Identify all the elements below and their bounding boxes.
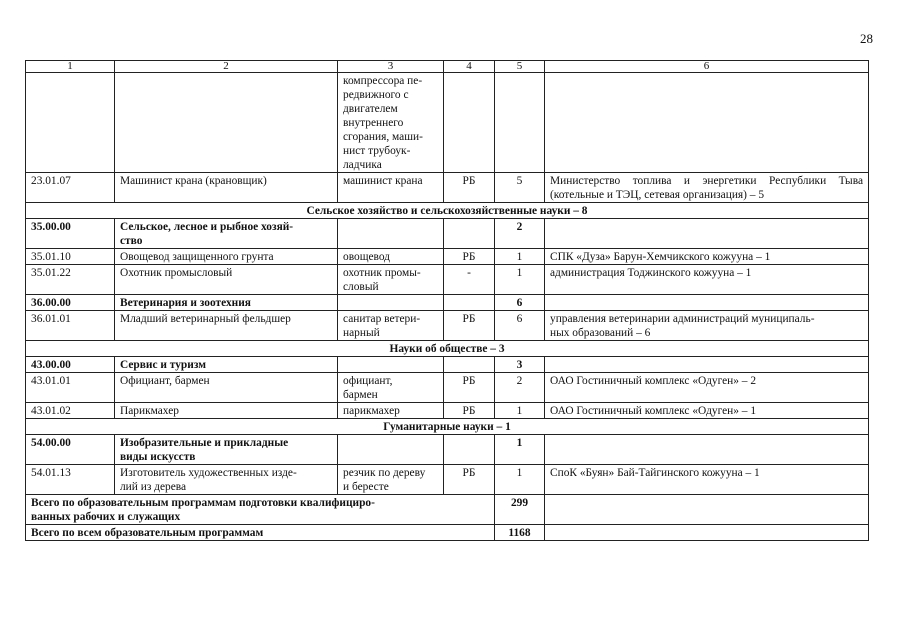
table-row <box>26 373 869 403</box>
form: РБ <box>444 311 495 341</box>
form: РБ <box>444 403 495 419</box>
program-code <box>26 73 115 173</box>
group-code: 36.00.00 <box>26 295 115 311</box>
qualification: машинист крана <box>338 173 444 203</box>
count: 1 <box>495 265 545 295</box>
qualification: овощевод <box>338 249 444 265</box>
qualification: официант, бармен <box>338 373 444 403</box>
qualification <box>338 357 444 373</box>
qualification <box>338 295 444 311</box>
column-number: 1 <box>26 61 115 73</box>
count: 1 <box>495 403 545 419</box>
count: 2 <box>495 373 545 403</box>
program-code: 35.01.10 <box>26 249 115 265</box>
qualification <box>338 219 444 249</box>
program-name: Охотник промысловый <box>115 265 338 295</box>
count: 5 <box>495 173 545 203</box>
program-code: 43.01.02 <box>26 403 115 419</box>
program-name: Младший ветеринарный фельдшер <box>115 311 338 341</box>
group-name: Изобразительные и прикладные виды искусств <box>115 435 338 465</box>
group-row <box>26 295 869 311</box>
employer: ОАО Гостиничный комплекс «Одуген» – 1 <box>545 403 869 419</box>
group-name: Сервис и туризм <box>115 357 338 373</box>
employer: СпоК «Буян» Бай-Тайгинского кожууна – 1 <box>545 465 869 495</box>
section-row <box>26 341 869 357</box>
group-count: 3 <box>495 357 545 373</box>
group-count: 1 <box>495 435 545 465</box>
column-number: 4 <box>444 61 495 73</box>
group-row <box>26 435 869 465</box>
form <box>444 295 495 311</box>
count: 6 <box>495 311 545 341</box>
column-number: 3 <box>338 61 444 73</box>
empty-cell <box>545 525 869 541</box>
form <box>444 219 495 249</box>
section-title: Науки об обществе – 3 <box>26 341 869 357</box>
group-count: 6 <box>495 295 545 311</box>
form <box>444 357 495 373</box>
empty-cell <box>545 495 869 525</box>
table-row <box>26 465 869 495</box>
form: РБ <box>444 249 495 265</box>
qualification <box>338 435 444 465</box>
section-title: Сельское хозяйство и сельскохозяйственные науки – 8 <box>26 203 869 219</box>
count: 1 <box>495 465 545 495</box>
total-value: 1168 <box>495 525 545 541</box>
section-title: Гуманитарные науки – 1 <box>26 419 869 435</box>
qualification: компрессора пе- редвижного с двигателем внутреннего сгорания, маши- нист трубоук- ладчика <box>338 73 444 173</box>
program-name <box>115 73 338 173</box>
total-label: Всего по всем образовательным программам <box>26 525 495 541</box>
table-row <box>26 73 869 173</box>
total-value: 299 <box>495 495 545 525</box>
form: РБ <box>444 173 495 203</box>
program-code: 36.01.01 <box>26 311 115 341</box>
program-name: Машинист крана (крановщик) <box>115 173 338 203</box>
form: РБ <box>444 465 495 495</box>
employer: ОАО Гостиничный комплекс «Одуген» – 2 <box>545 373 869 403</box>
total-label: Всего по образовательным программам подготовки квалифициро- ванных рабочих и служащих <box>26 495 495 525</box>
employer <box>545 357 869 373</box>
employer: администрация Тоджинского кожууна – 1 <box>545 265 869 295</box>
form: - <box>444 265 495 295</box>
table-row <box>26 249 869 265</box>
column-number: 6 <box>545 61 869 73</box>
program-name: Овощевод защищенного грунта <box>115 249 338 265</box>
form <box>444 73 495 173</box>
form: РБ <box>444 373 495 403</box>
program-name: Парикмахер <box>115 403 338 419</box>
group-row <box>26 357 869 373</box>
group-code: 54.00.00 <box>26 435 115 465</box>
form <box>444 435 495 465</box>
employer: Министерство топлива и энергетики Республики Тыва (котельные и ТЭЦ, сетевая организация) – 5 <box>545 173 869 203</box>
qualification: резчик по дереву и бересте <box>338 465 444 495</box>
employer: управления ветеринарии администраций муниципаль- ных образований – 6 <box>545 311 869 341</box>
column-number: 2 <box>115 61 338 73</box>
column-number: 5 <box>495 61 545 73</box>
program-code: 35.01.22 <box>26 265 115 295</box>
table-row <box>26 173 869 203</box>
count <box>495 73 545 173</box>
employer: СПК «Дуза» Барун-Хемчикского кожууна – 1 <box>545 249 869 265</box>
group-row <box>26 219 869 249</box>
table-row <box>26 265 869 295</box>
program-code: 23.01.07 <box>26 173 115 203</box>
program-name: Официант, бармен <box>115 373 338 403</box>
group-name: Сельское, лесное и рыбное хозяй- ство <box>115 219 338 249</box>
table-row <box>26 403 869 419</box>
section-row <box>26 203 869 219</box>
group-code: 43.00.00 <box>26 357 115 373</box>
qualification: санитар ветери- нарный <box>338 311 444 341</box>
count: 1 <box>495 249 545 265</box>
page-number: 28 <box>860 31 873 46</box>
employer <box>545 73 869 173</box>
qualification: охотник промы- словый <box>338 265 444 295</box>
table-row <box>26 311 869 341</box>
professions-table <box>25 60 869 541</box>
employer <box>545 219 869 249</box>
program-code: 54.01.13 <box>26 465 115 495</box>
group-code: 35.00.00 <box>26 219 115 249</box>
column-number-row <box>26 61 869 73</box>
total-row <box>26 495 869 525</box>
section-row <box>26 419 869 435</box>
employer <box>545 295 869 311</box>
program-name: Изготовитель художественных изде- лий из дерева <box>115 465 338 495</box>
employer <box>545 435 869 465</box>
group-name: Ветеринария и зоотехния <box>115 295 338 311</box>
qualification: парикмахер <box>338 403 444 419</box>
group-count: 2 <box>495 219 545 249</box>
program-code: 43.01.01 <box>26 373 115 403</box>
total-row <box>26 525 869 541</box>
